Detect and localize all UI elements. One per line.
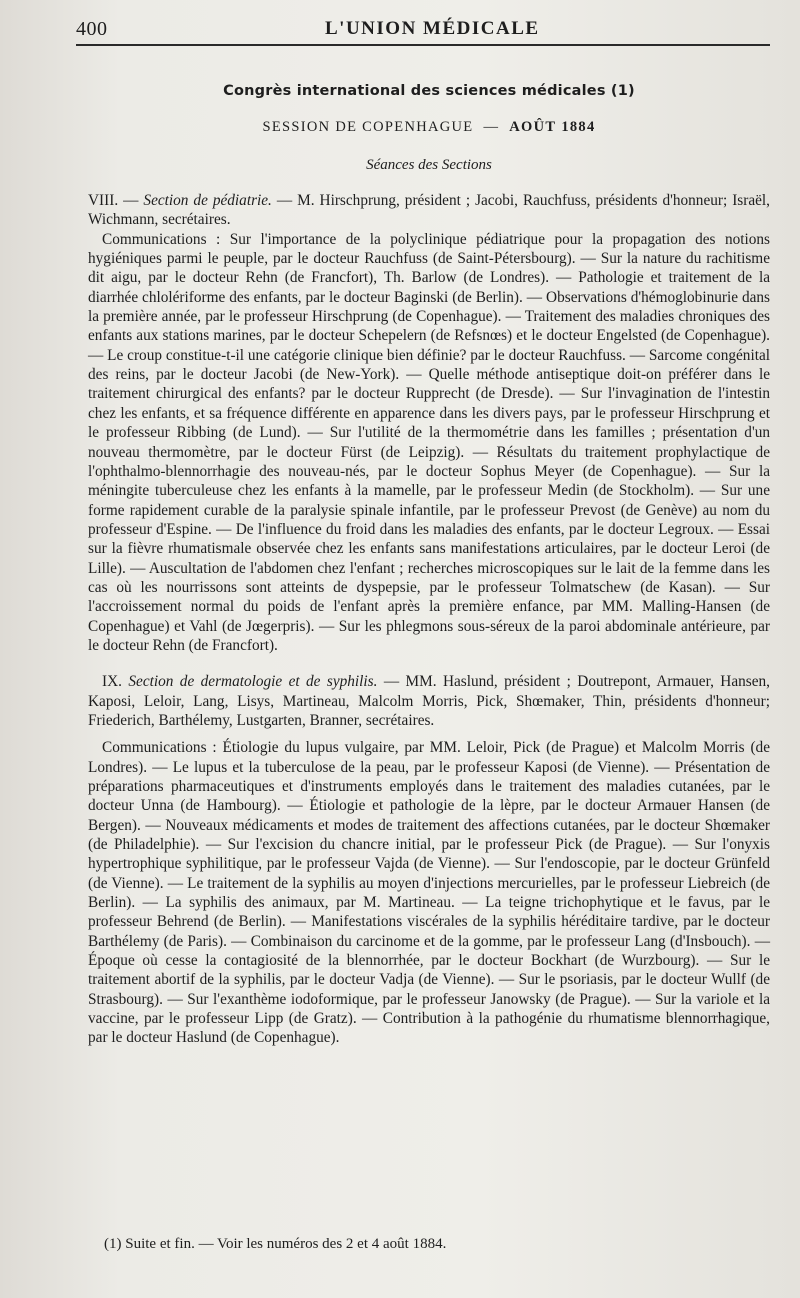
section-ix-officers: — MM. Haslund, président ; Doutrepont, Armauer, Hansen, Kaposi, Leloir, Lang, Lisys, Martineau, Malcolm Morris, Pick, Shœmaker, Thin, présidents d'honneur; Friederich, Barthélemy, Lustgarten, Branner, secrétaires. [88, 673, 770, 729]
journal-title: L'UNION MÉDICALE [325, 18, 540, 39]
section-subtitle: Séances des Sections [366, 156, 492, 173]
footnote: (1) Suite et fin. — Voir les numéros des 2 et 4 août 1884. [104, 1236, 447, 1252]
section-ix-name: Section de dermatologie et de syphilis. [128, 673, 378, 691]
session-prefix: SESSION DE COPENHAGUE [262, 119, 474, 136]
session-month: AOÛT [509, 119, 557, 136]
section-ix-heading [88, 672, 770, 730]
section-viii-heading [88, 191, 770, 230]
section-gap [88, 655, 770, 672]
section-viii-name: Section de pédiatrie. [143, 192, 272, 210]
article-body [88, 82, 770, 1048]
section-ix-communications: Communications : Étiologie du lupus vulgaire, par MM. Leloir, Pick (de Prague) et Malcolm Morris (de Londres). — Le lupus et la tuberculose de la peau, par le professeur Kaposi (de Vienne). — Présentation de préparations pharmaceutiques et d'instruments employés dans le traitement des maladies cutanées, par le docteur Unna (de Hambourg). — Étiologie et pathologie de la lèpre, par le docteur Armauer Hansen (de Bergen). — Nouveaux médicaments et modes de traitement des affections cutanées, par le docteur Shœmaker (de Philadelphie). — Sur l'excision du chancre initial, par le professeur Pick (de Prague). — Sur l'onyxis hypertrophique syphilitique, par le professeur Vajda (de Vienne). — Sur l'endoscopie, par le docteur Grünfeld (de Vienne). — Le traitement de la syphilis au moyen d'injections mercurielles, par le professeur Liebreich (de Berlin). — La syphilis des animaux, par M. Martineau. — La teigne trichophytique et le favus, par le professeur Behrend (de Berlin). — Manifestations viscérales de la syphilis héréditaire tardive, par le docteur Barthélemy (de Paris). — Combinaison du carcinome et de la gomme, par le professeur Lang (d'Insbouch). — Époque où cesse la contagiosité de la blennorrhée, par le docteur Bockhart (de Wurzbourg). — Sur le traitement abortif de la syphilis, par le docteur Vadja (de Vienne). — Sur le psoriasis, par le docteur Wullf (de Strasbourg). — Sur l'exanthème iodoformique, par le professeur Janowsky (de Prague). — Sur la variole et la vaccine, par le professeur Lipp (de Gratz). — Contribution à la pathogénie du rhumatisme blennorrhagique, par le docteur Haslund (de Copenhague). [88, 739, 770, 1047]
section-viii-number: VIII. — [88, 192, 139, 210]
session-separator: — [483, 119, 500, 136]
paragraph-gap [88, 730, 770, 738]
session-year: 1884 [561, 119, 596, 136]
page-number: 400 [76, 18, 108, 40]
section-ix-number: IX. [102, 673, 122, 691]
section-viii-communications: Communications : Sur l'importance de la polyclinique pédiatrique pour la propagation des notions hygiéniques parmi le peuple, par le docteur Rauchfuss (de Saint-Pétersbourg). — Sur la nature du rachitisme dit aigu, par le docteur Rehn (de Francfort), Th. Barlow (de Londres). — Pathologie et traitement de la diarrhée chlolériforme des enfants, par le docteur Baginski (de Berlin). — Observations d'hémoglobinurie dans la première année, par le professeur Hirschprung (de Copenhague). — Traitement des maladies chroniques des enfants aux stations marines, par le docteur Schepelern (de Refsnœs) et le docteur Engelsted (de Copenhague). — Le croup constitue-t-il une catégorie clinique bien définie? par le docteur Rauchfuss. — Sarcome congénital des reins, par le docteur Jacobi (de New-York). — Quelle méthode antiseptique doit-on préférer dans le traitement chirurgical des enfants? par le docteur Rupprecht (de Dresde). — Sur l'invagination de l'intestin chez les enfants, et sa fréquence différente en apparence dans les divers pays, par le professeur Hirschprung et le professeur Ribbing (de Lund). — Sur l'utilité de la thermométrie dans les familles ; présentation d'un nouveau thermomètre, par le docteur Fürst (de Leipzig). — Résultats du traitement prophylactique de l'ophthalmo-blennorrhagie des nouveau-nés, par le docteur Sophus Meyer (de Copenhague). — Sur la méningite tuberculeuse chez les enfants à la mamelle, par le professeur Medin (de Stockholm). — Sur une forme rapidement curable de la paralysie spinale infantile, par le professeur Prevost (de Genève) au nom du professeur d'Espine. — De l'influence du froid dans les maladies des enfants, par le docteur Legroux. — Essai sur la fièvre rhumatismale observée chez les enfants sans manifestations articulaires, par le docteur Leroi (de Lille). — Auscultation de l'abdomen chez l'enfant ; recherches microscopiques sur le lait de la femme dans les cas où les nourrissons sont atteints de dyspepsie, par le professeur Tolmatschew (de Kasan). — Sur l'accroissement normal du poids de l'enfant après la première enfance, par MM. Malling-Hansen (de Copenhague) et Vahl (de Jœgerpris). — Sur les phlegmons sous-séreux de la paroi abdominale antérieure, par le docteur Rehn (de Francfort). [88, 230, 770, 654]
section-viii-officers: — M. Hirschprung, président ; Jacobi, Rauchfuss, présidents d'honneur; Israël, Wichmann, secrétaires. [88, 192, 771, 229]
header-rule [76, 44, 770, 46]
session-line [88, 118, 770, 137]
congress-title: Congrès international des sciences médicales (1) [223, 83, 635, 99]
page-header [0, 14, 780, 48]
